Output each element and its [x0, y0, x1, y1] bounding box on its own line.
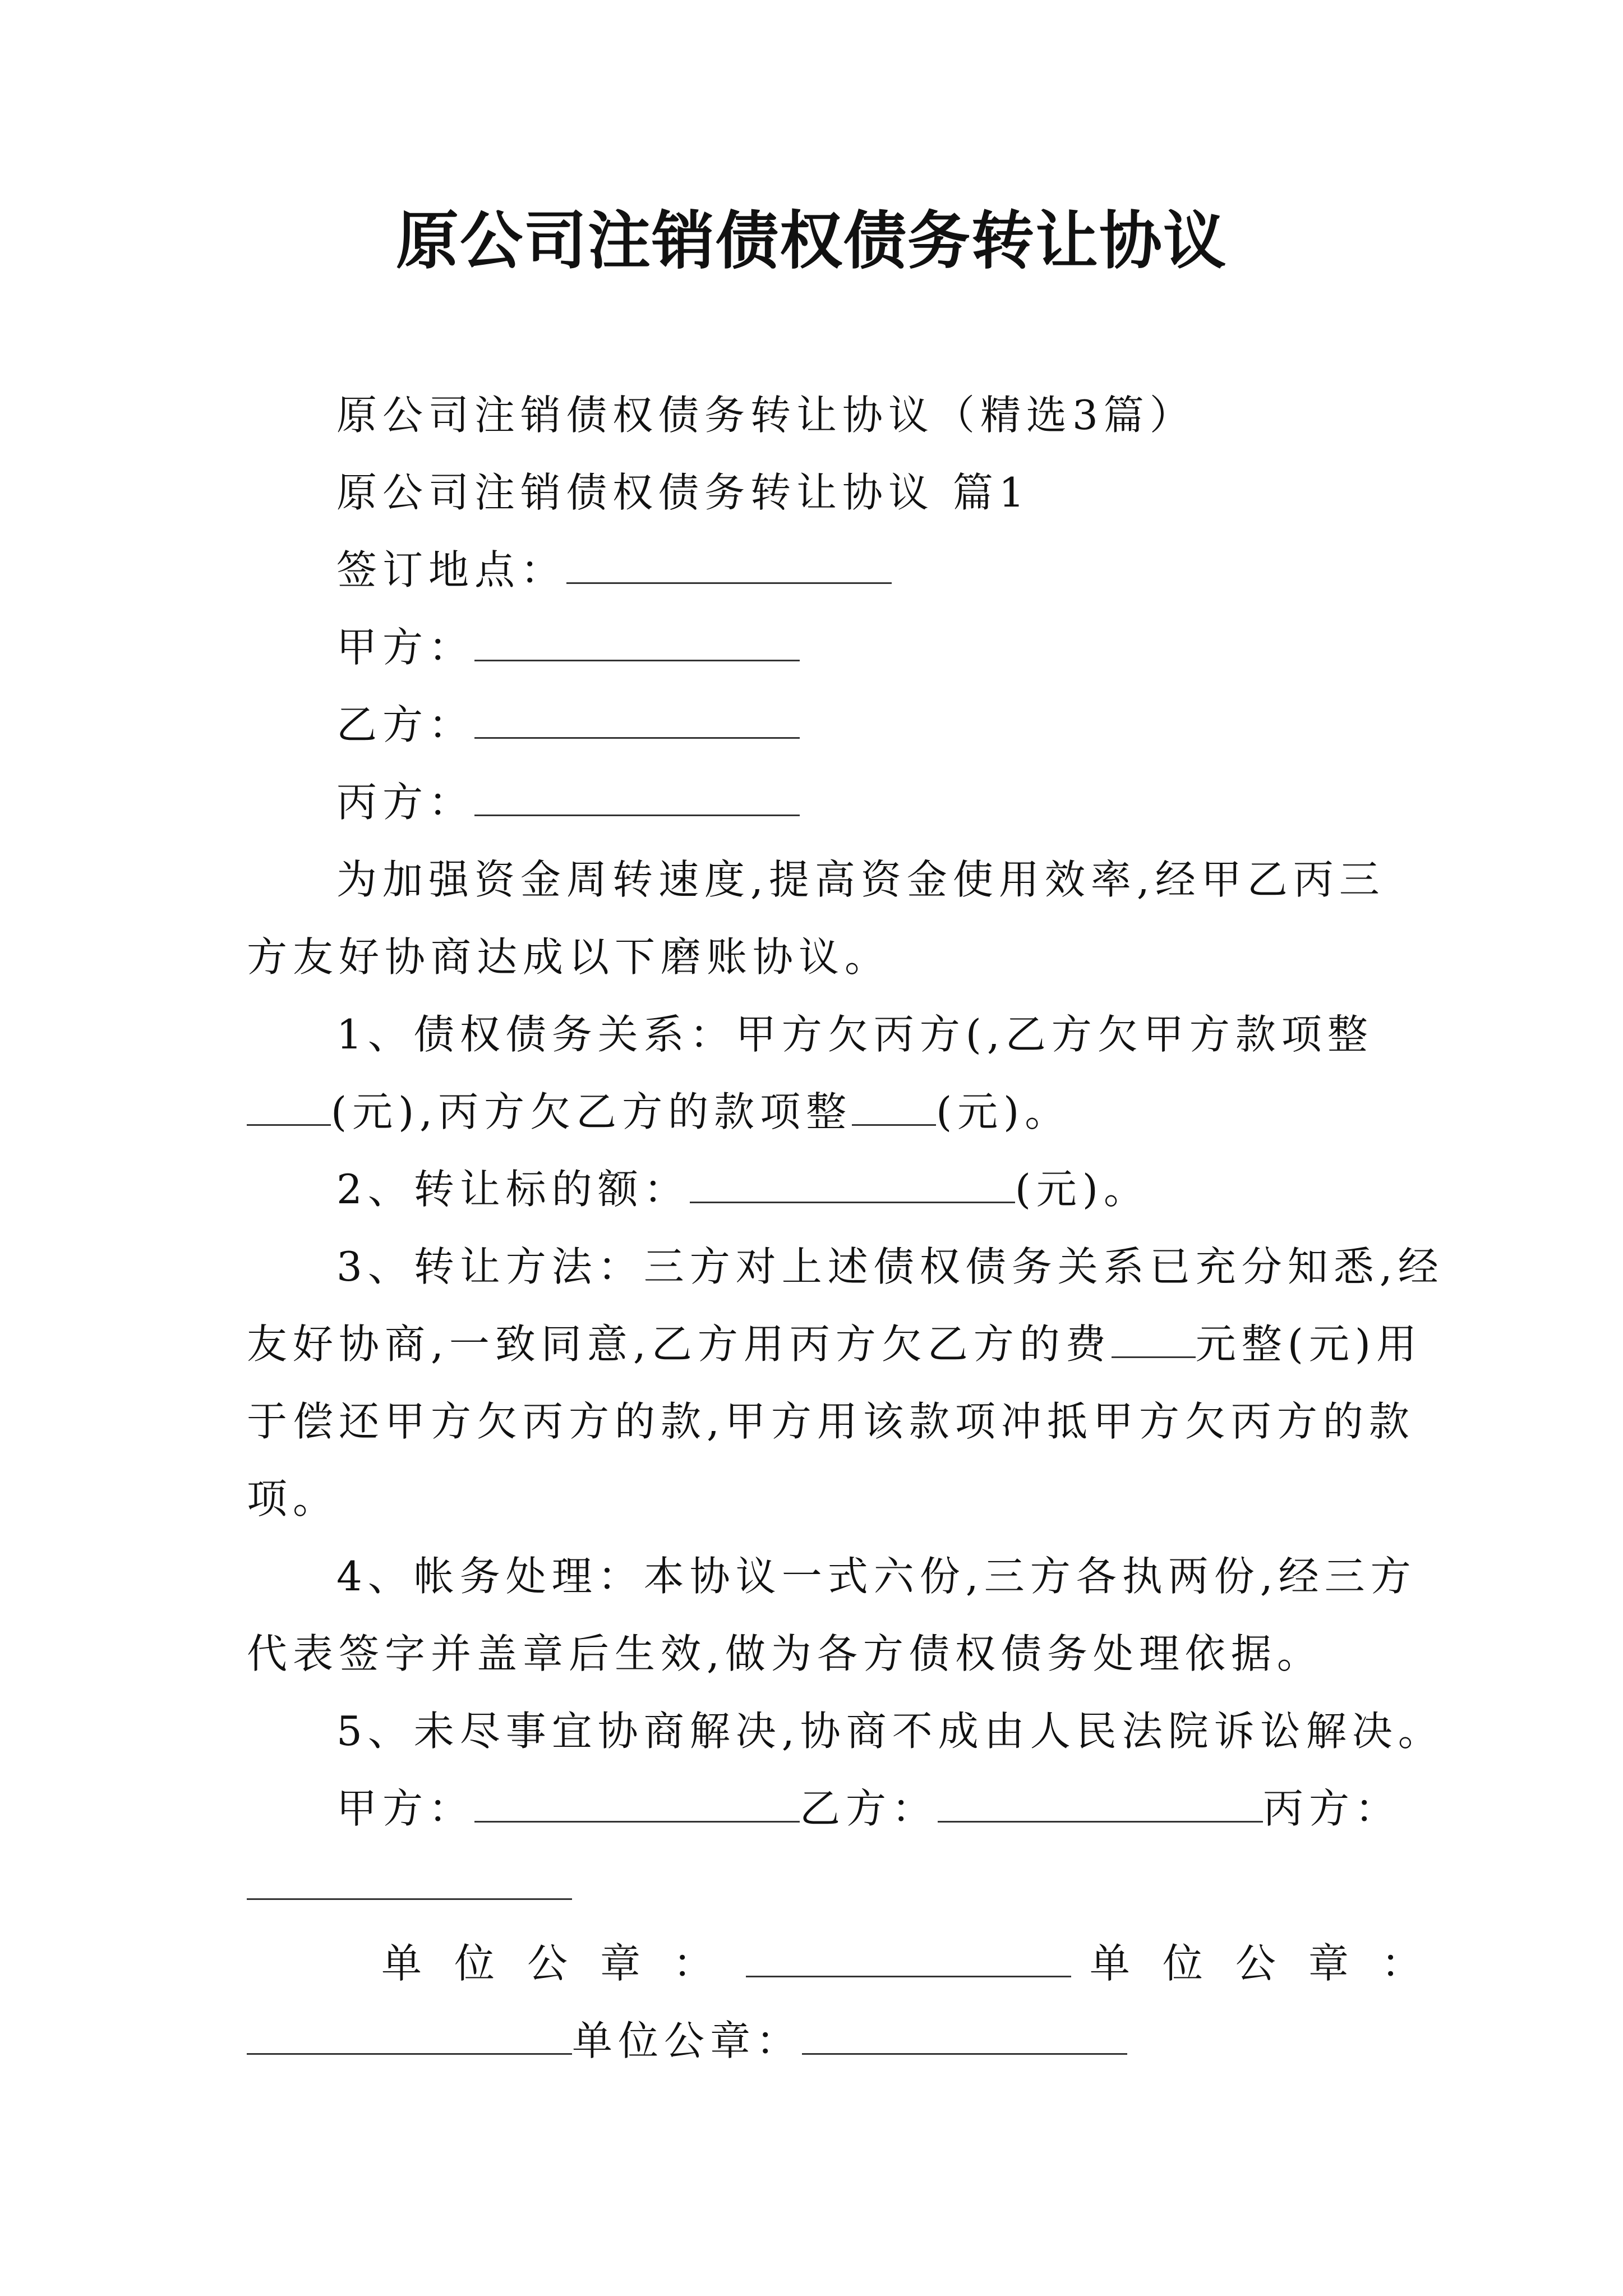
clause3-line-2	[247, 1316, 1422, 1372]
party-c-blank	[474, 775, 800, 816]
seal-line-1	[381, 1935, 1454, 1991]
clause3-line-2-part-2: 元整(元)用	[1195, 1320, 1422, 1368]
clause2-suffix: (元)。	[1015, 1166, 1150, 1213]
seal-label-b: 单位公章：	[1089, 1940, 1454, 1987]
clause2-blank	[690, 1162, 1015, 1203]
signature-party-c-blank	[247, 1859, 572, 1900]
clause4-line-1: 4、帐务处理：本协议一式六份,三方各执两份,经三方	[336, 1553, 1417, 1600]
seal-label-a: 单位公章：	[381, 1940, 746, 1987]
clause3-line-3: 于偿还甲方欠丙方的款,甲方用该款项冲抵甲方欠丙方的款	[247, 1398, 1415, 1445]
clause1-line-2	[247, 1084, 1071, 1140]
party-c-field	[336, 774, 800, 830]
clause1-line-2-part-2: (元)。	[936, 1088, 1071, 1135]
signing-place-field	[336, 542, 892, 598]
seal-line-2	[247, 2013, 1127, 2069]
signature-party-a-blank	[474, 1782, 800, 1823]
section-heading: 原公司注销债权债务转让协议 篇1	[336, 469, 1030, 516]
signing-place-blank	[566, 543, 892, 584]
clause1-blank-2	[852, 1085, 936, 1126]
signature-party-b-label: 乙方：	[800, 1785, 938, 1832]
seal-blank-b	[247, 2014, 572, 2055]
signature-parties-line	[336, 1780, 1401, 1837]
clause4-line-2: 代表签字并盖章后生效,做为各方债权债务处理依据。	[247, 1630, 1323, 1677]
clause5-line-1: 5、未尽事宜协商解决,协商不成由人民法院诉讼解决。	[336, 1708, 1444, 1755]
intro-line-1: 为加强资金周转速度,提高资金使用效率,经甲乙丙三	[336, 856, 1385, 903]
clause1-blank-1	[247, 1085, 331, 1126]
party-b-field	[336, 697, 800, 753]
document-title: 原公司注销债权债务转让协议	[396, 204, 1227, 278]
clause1-line-2-part-1: (元),丙方欠乙方的款项整	[331, 1088, 852, 1135]
seal-blank-c	[802, 2014, 1127, 2055]
clause1-line-1: 1、债权债务关系：甲方欠丙方(,乙方欠甲方款项整	[336, 1011, 1373, 1058]
clause3-line-2-part-1: 友好协商,一致同意,乙方用丙方欠乙方的费	[247, 1320, 1112, 1368]
signature-party-c-line	[247, 1858, 572, 1914]
party-a-field	[336, 619, 800, 675]
clause3-line-4: 项。	[247, 1475, 339, 1522]
signature-party-c-label: 丙方：	[1263, 1785, 1401, 1832]
document-subtitle: 原公司注销债权债务转让协议（精选3篇）	[336, 392, 1196, 439]
party-a-blank	[474, 620, 800, 661]
clause3-blank	[1112, 1317, 1196, 1358]
intro-line-2: 方友好协商达成以下磨账协议。	[247, 933, 891, 981]
party-b-label: 乙方：	[336, 701, 475, 748]
seal-blank-a	[746, 1936, 1071, 1977]
clause3-line-1: 3、转让方法：三方对上述债权债务关系已充分知悉,经	[336, 1243, 1444, 1290]
party-a-label: 甲方：	[336, 624, 475, 671]
party-c-label: 丙方：	[336, 779, 475, 826]
signature-party-a-label: 甲方：	[336, 1785, 475, 1832]
clause2-line	[336, 1161, 1150, 1217]
clause2-prefix: 2、转让标的额：	[336, 1166, 690, 1213]
seal-label-c: 单位公章：	[572, 2017, 803, 2064]
signature-party-b-blank	[938, 1782, 1263, 1823]
party-b-blank	[474, 698, 800, 739]
signing-place-label: 签订地点：	[336, 546, 567, 593]
